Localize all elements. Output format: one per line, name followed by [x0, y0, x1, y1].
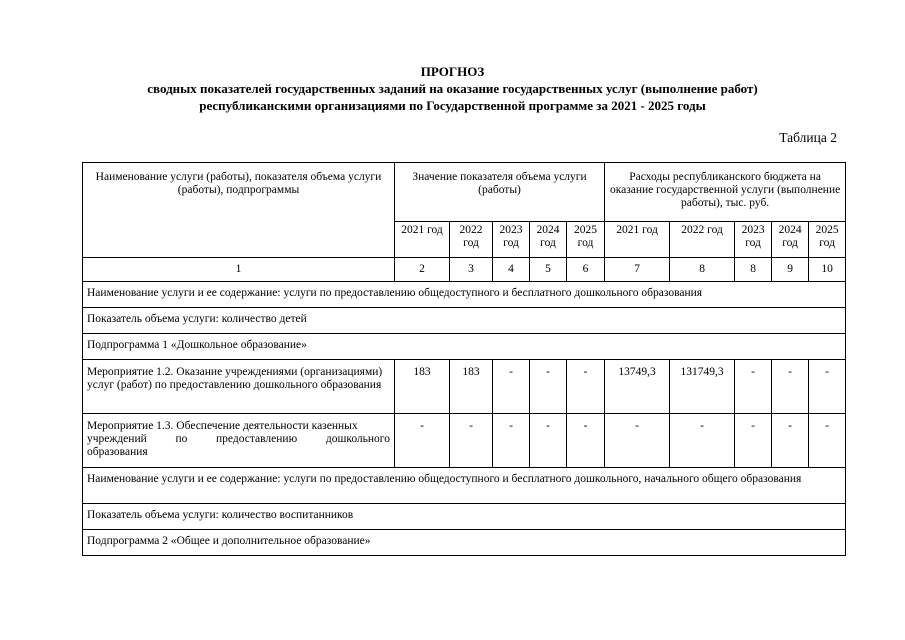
header-year-value: 2025 год	[567, 222, 605, 258]
budget-cell: -	[605, 414, 670, 468]
measure-label-line: Мероприятие 1.3. Обеспечение деятельности казенных	[87, 420, 358, 432]
table-row	[83, 308, 846, 334]
indicator-row: Показатель объема услуги: количество детей	[83, 308, 846, 334]
budget-cell: -	[670, 414, 735, 468]
budget-cell: -	[809, 360, 846, 414]
table-row	[83, 282, 846, 308]
column-number: 8	[670, 258, 735, 282]
forecast-table	[82, 162, 846, 556]
document-title	[0, 63, 905, 114]
header-year-budget: 2023 год	[735, 222, 772, 258]
header-group-budget: Расходы республиканского бюджета на оказание государственной услуги (выполнение работы), тыс. руб.	[605, 163, 846, 222]
table-row	[83, 414, 846, 468]
value-cell: -	[395, 414, 450, 468]
table-row	[83, 334, 846, 360]
title-line-2: сводных показателей государственных заданий на оказание государственных услуг (выполнение работ)	[147, 81, 758, 96]
header-row-top	[83, 163, 846, 222]
column-number: 3	[450, 258, 493, 282]
value-cell: -	[530, 360, 567, 414]
budget-cell: 131749,3	[670, 360, 735, 414]
budget-cell: 13749,3	[605, 360, 670, 414]
header-year-value: 2021 год	[395, 222, 450, 258]
header-year-budget: 2024 год	[772, 222, 809, 258]
column-number: 7	[605, 258, 670, 282]
subprogram-row: Подпрограмма 2 «Общее и дополнительное образование»	[83, 530, 846, 556]
budget-cell: -	[735, 360, 772, 414]
budget-cell: -	[809, 414, 846, 468]
subprogram-row: Подпрограмма 1 «Дошкольное образование»	[83, 334, 846, 360]
value-cell: -	[567, 414, 605, 468]
measure-label: Мероприятие 1.2. Оказание учреждениями (организациями) услуг (работ) по предоставлению дошкольного образования	[83, 360, 395, 414]
value-cell: 183	[450, 360, 493, 414]
header-group-value: Значение показателя объема услуги (работы)	[395, 163, 605, 222]
column-number: 9	[772, 258, 809, 282]
value-cell: -	[567, 360, 605, 414]
budget-cell: -	[772, 360, 809, 414]
column-number: 2	[395, 258, 450, 282]
column-number-row	[83, 258, 846, 282]
header-year-budget: 2022 год	[670, 222, 735, 258]
value-cell: -	[530, 414, 567, 468]
value-cell: -	[493, 360, 530, 414]
service-name-row: Наименование услуги и ее содержание: услуги по предоставлению общедоступного и бесплатного дошкольного образования	[83, 282, 846, 308]
measure-label-line: учреждений по предоставлению дошкольного	[87, 433, 390, 445]
measure-label	[83, 414, 395, 468]
column-number: 6	[567, 258, 605, 282]
value-cell: 183	[395, 360, 450, 414]
header-year-value: 2023 год	[493, 222, 530, 258]
table-label: Таблица 2	[779, 130, 837, 145]
header-col-name: Наименование услуги (работы), показателя объема услуги (работы), подпрограммы	[83, 163, 395, 258]
service-name-row: Наименование услуги и ее содержание: услуги по предоставлению общедоступного и бесплатного дошкольного, начального общего образования	[83, 468, 846, 504]
indicator-row: Показатель объема услуги: количество воспитанников	[83, 504, 846, 530]
title-line-3: республиканскими организациями по Государственной программе за 2021 - 2025 годы	[199, 98, 706, 113]
column-number: 8	[735, 258, 772, 282]
budget-cell: -	[735, 414, 772, 468]
value-cell: -	[450, 414, 493, 468]
column-number: 10	[809, 258, 846, 282]
header-year-budget: 2021 год	[605, 222, 670, 258]
column-number: 5	[530, 258, 567, 282]
table-row	[83, 468, 846, 504]
column-number: 4	[493, 258, 530, 282]
header-year-budget: 2025 год	[809, 222, 846, 258]
header-year-value: 2024 год	[530, 222, 567, 258]
column-number: 1	[83, 258, 395, 282]
table-row	[83, 530, 846, 556]
header-year-value: 2022 год	[450, 222, 493, 258]
measure-label-line: образования	[87, 446, 148, 458]
value-cell: -	[493, 414, 530, 468]
table-row	[83, 504, 846, 530]
title-line-1: ПРОГНОЗ	[420, 64, 485, 79]
budget-cell: -	[772, 414, 809, 468]
table-row	[83, 360, 846, 414]
